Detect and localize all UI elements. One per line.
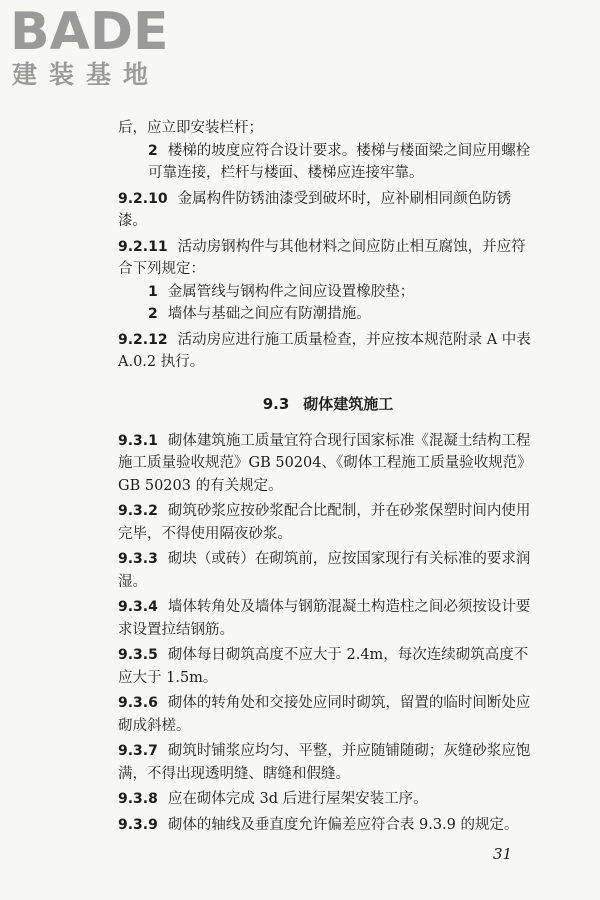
item-number: 1 [148,283,158,300]
clause-number: 9.3.3 [118,551,158,567]
clause-number: 9.3.2 [118,503,158,519]
clause-number: 9.3.6 [118,695,158,711]
clause-number: 9.3.1 [118,432,158,449]
clause [118,236,538,281]
clause [118,740,538,785]
clause [118,692,538,737]
page-body [118,117,538,836]
clause-number: 9.2.10 [118,190,168,207]
clause-number: 9.3.5 [118,647,158,663]
item-text: 墙体与基础之间应有防潮措施。 [167,306,371,322]
item-number: 2 [148,306,158,322]
clause-number: 9.2.12 [118,331,168,348]
clause-text: 金属构件防锈油漆受到破坏时，应补刷相同颜色防锈漆。 [118,190,512,229]
clause-number: 9.3.4 [118,599,158,615]
list-item [118,303,538,326]
clause-text: 墙体转角处及墙体与钢筋混凝土构造柱之间必须按设计要求设置拉结钢筋。 [118,599,531,638]
continued-line: 后，应立即安装栏杆； [118,120,263,136]
clause-text: 砌体的转角处和交接处应同时砌筑，留置的临时间断处应砌成斜槎。 [118,695,531,734]
clause [118,188,538,233]
logo-subtitle: 建装基地 [12,60,161,89]
clause-text: 砌筑时铺浆应均匀、平整，并应随铺随砌；灰缝砂浆应饱满，不得出现透明缝、瞎缝和假缝。 [118,743,531,782]
clause-text: 砌体的轴线及垂直度允许偏差应符合表 9.3.9 的规定。 [167,816,519,833]
clause [118,430,538,498]
clause-text: 活动房钢构件与其他材料之间应防止相互腐蚀，并应符合下列规定： [118,238,526,277]
clause-number: 9.2.11 [118,238,168,255]
section-number: 9.3 [262,394,290,413]
clause-number: 9.3.8 [118,791,158,807]
item-text: 金属管线与钢构件之间应设置橡胶垫； [167,283,415,300]
clause [118,814,538,837]
clause [118,644,538,689]
list-item [118,140,538,185]
page-number: 31 [493,845,513,863]
list-item [118,281,538,304]
clause [118,500,538,545]
clause-text: 砌筑砂浆应按砂浆配合比配制，并在砂浆保塑时间内使用完毕，不得使用隔夜砂浆。 [118,503,531,542]
bade-logo [8,4,183,94]
section-heading: 砌体建筑施工 [303,394,394,413]
clause-text: 砌块（或砖）在砌筑前，应按国家现行有关标准的要求润湿。 [118,551,531,590]
item-text: 楼梯的坡度应符合设计要求。楼梯与楼面梁之间应用螺栓可靠连接，栏杆与楼面、楼梯应连接牢靠。 [148,142,531,181]
clause [118,329,538,374]
clause [118,596,538,641]
clause-text: 应在砌体完成 3d 后进行屋架安装工序。 [167,791,428,807]
clause [118,788,538,811]
section-title [118,393,538,414]
clause-number: 9.3.9 [118,816,158,833]
clause-text: 砌体建筑施工质量宜符合现行国家标准《混凝土结构工程施工质量验收规范》GB 50204、《砌体工程施工质量验收规范》GB 50203 的有关规定。 [118,432,532,494]
clause [118,548,538,593]
clause-text: 活动房应进行施工质量检查，并应按本规范附录 A 中表 A.0.2 执行。 [118,331,531,370]
item-number: 2 [148,142,158,159]
clause-number: 9.3.7 [118,743,158,759]
clause-text: 砌体每日砌筑高度不应大于 2.4m，每次连续砌筑高度不应大于 1.5m。 [118,647,529,686]
logo-wordmark: BADE [10,2,169,62]
